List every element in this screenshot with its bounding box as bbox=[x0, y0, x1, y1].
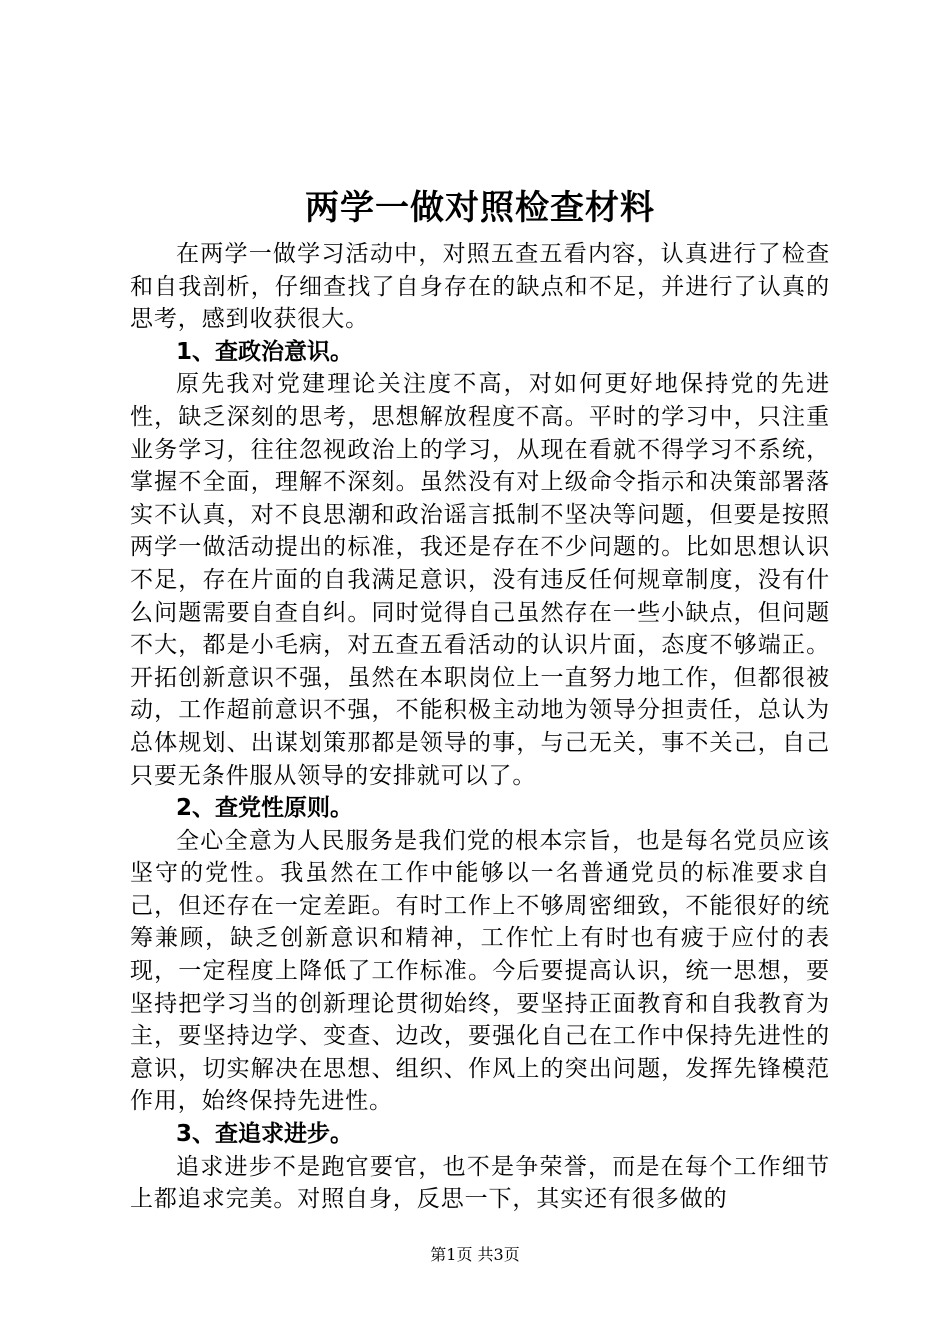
section-body-political-awareness: 原先我对党建理论关注度不高，对如何更好地保持党的先进性，缺乏深刻的思考，思想解放程度不高。平时的学习中，只注重业务学习，往往忽视政治上的学习，从现在看就不得学习不系统，掌握不全面，理解不深刻。虽然没有对上级命令指示和决策部署落实不认真，对不良思潮和政治谣言抵制不坚决等问题，但要是按照两学一做活动提出的标准，我还是存在不少问题的。比如思想认识不足，存在片面的自我满足意识，没有违反任何规章制度，没有什么问题需要自查自纠。同时觉得自己虽然存在一些小缺点，但问题不大，都是小毛病，对五查五看活动的认识片面，态度不够端正。开拓创新意识不强，虽然在本职岗位上一直努力地工作，但都很被动，工作超前意识不强，不能积极主动地为领导分担责任，总认为总体规划、出谋划策那都是领导的事，与己无关，事不关己，自己只要无条件服从领导的安排就可以了。 bbox=[130, 371, 830, 789]
section-heading-party-principle: 2、查党性原则。 bbox=[176, 795, 354, 822]
document-page bbox=[130, 180, 830, 1216]
intro-paragraph: 在两学一做学习活动中，对照五查五看内容，认真进行了检查和自我剖析，仔细查找了自身存在的缺点和不足，并进行了认真的思考，感到收获很大。 bbox=[130, 241, 830, 333]
section-body-party-principle: 全心全意为人民服务是我们党的根本宗旨，也是每名党员应该坚守的党性。我虽然在工作中能够以一名普通党员的标准要求自己，但还存在一定差距。有时工作上不够周密细致，不能很好的统筹兼顾，缺乏创新意识和精神，工作忙上有时也有疲于应付的表现，一定程度上降低了工作标准。今后要提高认识，统一思想，要坚持把学习当的创新理论贯彻始终，要坚持正面教育和自我教育为主，要坚持边学、变查、边改，要强化自己在工作中保持先进性的意识，切实解决在思想、组织、作风上的突出问题，发挥先锋模范作用，始终保持先进性。 bbox=[130, 827, 830, 1115]
document-title: 两学一做对照检查材料 bbox=[305, 188, 655, 228]
section-body-pursuit-of-progress: 追求进步不是跑官要官，也不是争荣誉，而是在每个工作细节上都追求完美。对照自身，反思一下，其实还有很多做的 bbox=[130, 1153, 830, 1213]
section-heading-political-awareness: 1、查政治意识。 bbox=[176, 338, 354, 365]
page-number-footer: 第1页 共3页 bbox=[430, 1245, 520, 1264]
section-heading-pursuit-of-progress: 3、查追求进步。 bbox=[176, 1121, 354, 1148]
